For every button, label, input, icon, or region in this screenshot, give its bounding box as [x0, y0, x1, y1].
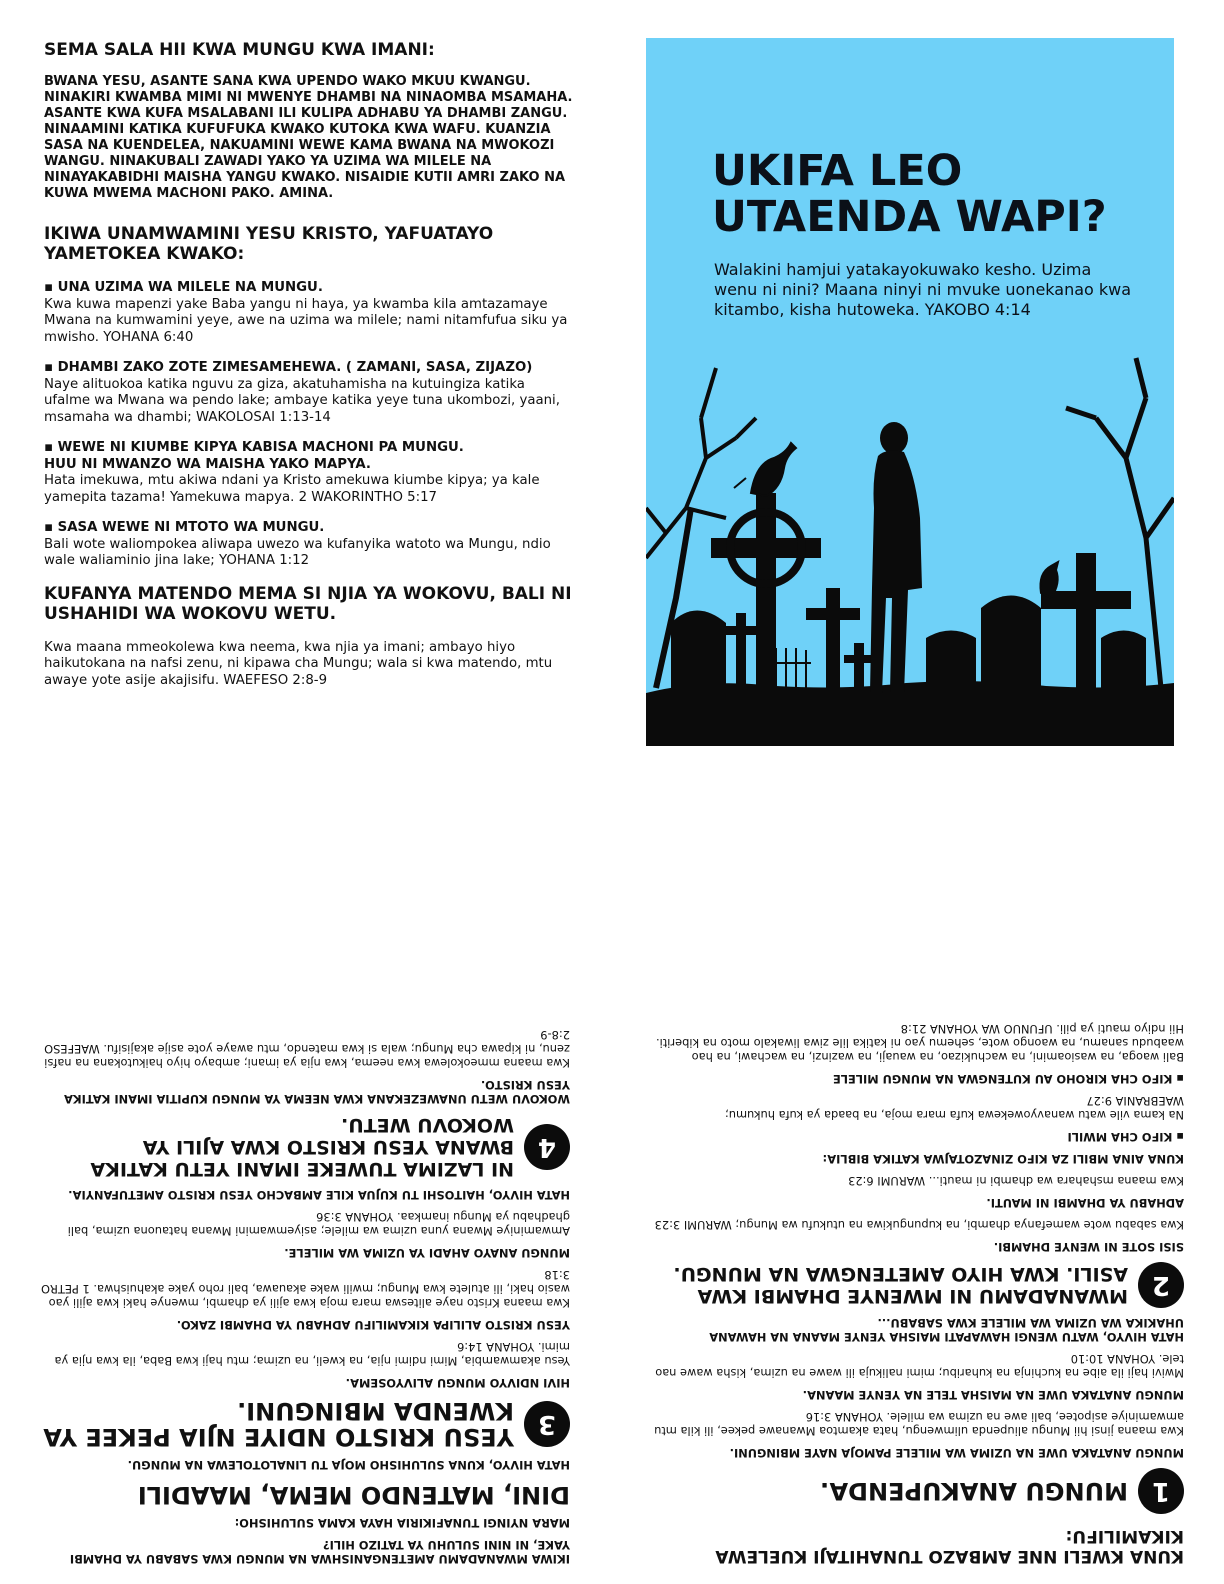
- paragraph: Kwa sababu wote wamefanya dhambi, na kupungukiwa na utukufu wa Mungu; WARUMI 3:23: [654, 1218, 1184, 1232]
- section-2-heading: MWANADAMU NI MWENYE DHAMBI KWA ASILI. KWA HIYO AMETENGWA NA MUNGU.: [673, 1263, 1128, 1307]
- number-badge-3: 3: [524, 1401, 570, 1447]
- section-2: [654, 1262, 1184, 1308]
- closing-verse: Kwa maana mmeokolewa kwa neema, kwa njia ya imani; ambayo hiyo haikutokana na nafsi zenu, ni kipawa cha Mungu; wala si kwa matendo, mtu awaye yote asije akajisifu. WAEFESO 2:8-9: [44, 639, 553, 688]
- section-3: [40, 1398, 570, 1450]
- benefit-item: [44, 520, 574, 570]
- benefit-item: [44, 360, 574, 426]
- paragraph: Na kama vile watu wanavyowekewa kufa mara moja, na baada ya kufa hukumu; WAEBRANIA 9:27: [724, 1094, 1184, 1122]
- paragraph: KUNA AINA MBILI ZA KIFO ZINAZOTAJWA KATIKA BIBLIA:: [822, 1152, 1184, 1166]
- paragraph: ▪ KIFO CHA KIROHO AU KUTENGWA NA MUNGU MILELE: [832, 1072, 1184, 1086]
- solution-panel: [40, 1020, 570, 1566]
- intro-heading: DINI, MATENDO MEMA, MAADILI: [137, 1481, 570, 1509]
- benefit-heading: ▪ DHAMBI ZAKO ZOTE ZIMESAMEHEWA. ( ZAMANI, SASA, ZIJAZO): [44, 360, 533, 375]
- benefit-heading: ▪ SASA WEWE NI MTOTO WA MUNGU.: [44, 520, 325, 535]
- paragraph: Kwa maana jinsi hii Mungu aliupenda ulimwengu, hata akamtoa Mwanawe pekee, ili kila mtu amwaminiye asipotee, bali awe na uzima wa milele. YOHANA 3:16: [654, 1410, 1184, 1438]
- paragraph: ADHABU YA DHAMBI NI MAUTI.: [986, 1196, 1184, 1210]
- cover-title-line2: UTAENDA WAPI?: [712, 192, 1107, 242]
- number-badge-2: 2: [1138, 1262, 1184, 1308]
- benefit-verse: Naye alituokoa katika nguvu za giza, akatuhamisha na kutuingiza katika ufalme wa Mwana wa pendo lake; ambaye katika yeye tuna ukombozi, yaani, msamaha wa dhambi; WAKOLOSAI 1:13-14: [44, 376, 560, 425]
- paragraph: Kwa maana mmeokolewa kwa neema, kwa njia ya imani; ambayo hiyo haikutokana na nafsi zenu, ni kipawa cha Mungu; wala si kwa matendo, mtu awaye yote asije akajisifu. WAEFESO 2:8-9: [44, 1028, 570, 1070]
- paragraph: SISI SOTE NI WENYE DHAMBI.: [993, 1240, 1184, 1254]
- paragraph: HATA HIVYO, WATU WENGI HAWAPATI MAISHA YENYE MAANA NA HAWANA UHAKIKA WA UZIMA WA MILELE KWA SABABU...: [709, 1316, 1184, 1344]
- paragraph: MUNGU ANATAKA UWE NA UZIMA WA MILELE PAMOJA NAYE MBINGUNI.: [729, 1446, 1184, 1460]
- number-badge-4: 4: [524, 1124, 570, 1170]
- cover-title: [712, 148, 1107, 240]
- inside-spread-rotated: [0, 800, 1224, 1584]
- section-3-heading: YESU KRISTO NDIYE NJIA PEKEE YA KWENDA MBINGUNI.: [43, 1397, 514, 1451]
- benefit-heading-2: HUU NI MWANZO WA MAISHA YAKO MAPYA.: [44, 456, 371, 472]
- back-panel: [44, 40, 574, 703]
- paragraph: HATA HIVYO, HAITOSHI TU KUJUA KILE AMBACHO YESU KRISTO AMETUFANYIA.: [68, 1188, 570, 1202]
- paragraph: YESU KRISTO ALILIPA KIKAMILIFU ADHABU YA DHAMBI ZAKO.: [176, 1318, 570, 1332]
- section-1-heading: MUNGU ANAKUPENDA.: [819, 1477, 1128, 1505]
- benefit-heading: ▪ WEWE NI KIUMBE KIPYA KABISA MACHONI PA MUNGU.: [44, 440, 464, 455]
- benefit-item: [44, 280, 574, 346]
- section-4-heading: NI LAZIMA TUWEKE IMANI YETU KATIKA BWANA YESU KRISTO KWA AJILI YA WOKOVU WETU.: [90, 1114, 514, 1180]
- prayer-text: BWANA YESU, ASANTE SANA KWA UPENDO WAKO MKUU KWANGU. NINAKIRI KWAMBA MIMI NI MWENYE DHAMBI NA NINAOMBA MSAMAHA. ASANTE KWA KUFA MSALABANI ILI KULIPA ADHABU YA DHAMBI ZANGU. NINAAMINI KATIKA KUFUFUKA KWAKO KUTOKA KWA WAFU. KUANZIA SASA NA KUENDELEA, NAKUAMINI WEWE KAMA BWANA NA MWOKOZI WANGU. NINAKUBALI ZAWADI YAKO YA UZIMA WA MILELE NA NINAYAKABIDHI MAISHA YANGU KWAKO. NISAIDIE KUTII AMRI ZAKO NA KUWA MWEMA MACHONI PAKO. AMINA.: [44, 74, 573, 201]
- benefit-verse: Hata imekuwa, mtu akiwa ndani ya Kristo amekuwa kiumbe kipya; ya kale yamepita tazama! Yamekuwa mapya. 2 WAKORINTHO 5:17: [44, 473, 540, 505]
- paragraph: Bali waoga, na wasioamini, na wachukizao, na wauaji, na wazinzi, na wachawi, na hao waabudu sanamu, na waongo wote, sehemu yao ni katika lile ziwa liwakalo moto na kiberiti. Hii ndiyo mauti ya pili. UFUNUO WA YOHANA 21:8: [656, 1022, 1184, 1064]
- section-4: [40, 1114, 570, 1180]
- four-truths-panel: [654, 1014, 1184, 1566]
- cover-title-line1: UKIFA LEO: [712, 146, 963, 196]
- paragraph: HATA HIVYO, KUNA SULUHISHO MOJA TU LINALOTOLEWA NA MUNGU.: [127, 1458, 570, 1472]
- paragraph: Yesu akamwambia, Mimi ndimi njia, na kweli, na uzima; mtu haji kwa Baba, ila kwa njia ya mimi. YOHANA 14:6: [54, 1340, 570, 1368]
- cover-verse: Walakini hamjui yatakayokuwako kesho. Uzima wenu ni nini? Maana ninyi ni mvuke uonekanao kwa kitambo, kisha hutoweka. YAKOBO 4:14: [714, 260, 1132, 319]
- graveyard-illustration: [646, 38, 1174, 746]
- paragraph: MUNGU ANAYO AHADI YA UZIMA WA MILELE.: [284, 1246, 570, 1260]
- believer-subtitle: IKIWA UNAMWAMINI YESU KRISTO, YAFUATAYO YAMETOKEA KWAKO:: [44, 224, 494, 264]
- works-subtitle: KUFANYA MATENDO MEMA SI NJIA YA WOKOVU, BALI NI USHAHIDI WA WOKOVU WETU.: [44, 583, 572, 624]
- paragraph: ▪ KIFO CHA MWILI: [1067, 1130, 1184, 1144]
- prayer-title: SEMA SALA HII KWA MUNGU KWA IMANI:: [44, 40, 435, 60]
- benefit-verse: Kwa kuwa mapenzi yake Baba yangu ni haya, ya kwamba kila amtazamaye Mwana na kumwamini yeye, awe na uzima wa milele; nami nitamfufua siku ya mwisho. YOHANA 6:40: [44, 296, 568, 345]
- paragraph: IKIWA MWANADAMU AMETENGANISHWA NA MUNGU KWA SABABU YA DHAMBI YAKE, NI NINI SULUHU YA TATIZO HILI?: [69, 1538, 570, 1566]
- paragraph: Mwivi haji ila aibe na kuchinja na kuharibu; mimi nalikuja ili wawe na uzima, kisha wawe nao tele. YOHANA 10:10: [655, 1352, 1184, 1380]
- benefit-item: [44, 440, 574, 506]
- benefit-heading: ▪ UNA UZIMA WA MILELE NA MUNGU.: [44, 280, 323, 295]
- paragraph: Kwa maana Kristo naye aliteswa mara moja kwa ajili ya dhambi, mwenye haki kwa ajili yao wasio haki, ili atulete kwa Mungu; mwili wake akauawa, bali roho yake akahuishwa. 1 PETRO 3:18: [41, 1268, 570, 1310]
- paragraph: MARA NYINGI TUNAFIKIRIA HAYA KAMA SULUHISHO:: [234, 1516, 570, 1530]
- paragraph: HIVI NDIVYO MUNGU ALIVYOSEMA.: [345, 1376, 570, 1390]
- cover-panel: [646, 38, 1174, 746]
- paragraph: MUNGU ANATAKA UWE NA MAISHA TELE NA YENYE MAANA.: [802, 1388, 1184, 1402]
- benefit-verse: Bali wote waliompokea aliwapa uwezo wa kufanyika watoto wa Mungu, ndio wale waliaminio jina lake; YOHANA 1:12: [44, 536, 551, 568]
- paragraph: WOKOVU WETU UNAWEZEKANA KWA NEEMA YA MUNGU KUPITIA IMANI KATIKA YESU KRISTO.: [63, 1078, 570, 1106]
- truths-title: KUNA KWELI NNE AMBAZO TUNAHITAJI KUELEWA KIKAMILIFU:: [715, 1526, 1184, 1566]
- number-badge-1: 1: [1138, 1468, 1184, 1514]
- paragraph: Amwaminiye Mwana yuna uzima wa milele; asiyemwamini Mwana hatauona uzima, bali ghadhabu ya Mungu inamkaa. YOHANA 3:36: [67, 1210, 570, 1238]
- section-1: [654, 1468, 1184, 1514]
- paragraph: Kwa maana mshahara wa dhambi ni mauti... WARUMI 6:23: [848, 1174, 1184, 1188]
